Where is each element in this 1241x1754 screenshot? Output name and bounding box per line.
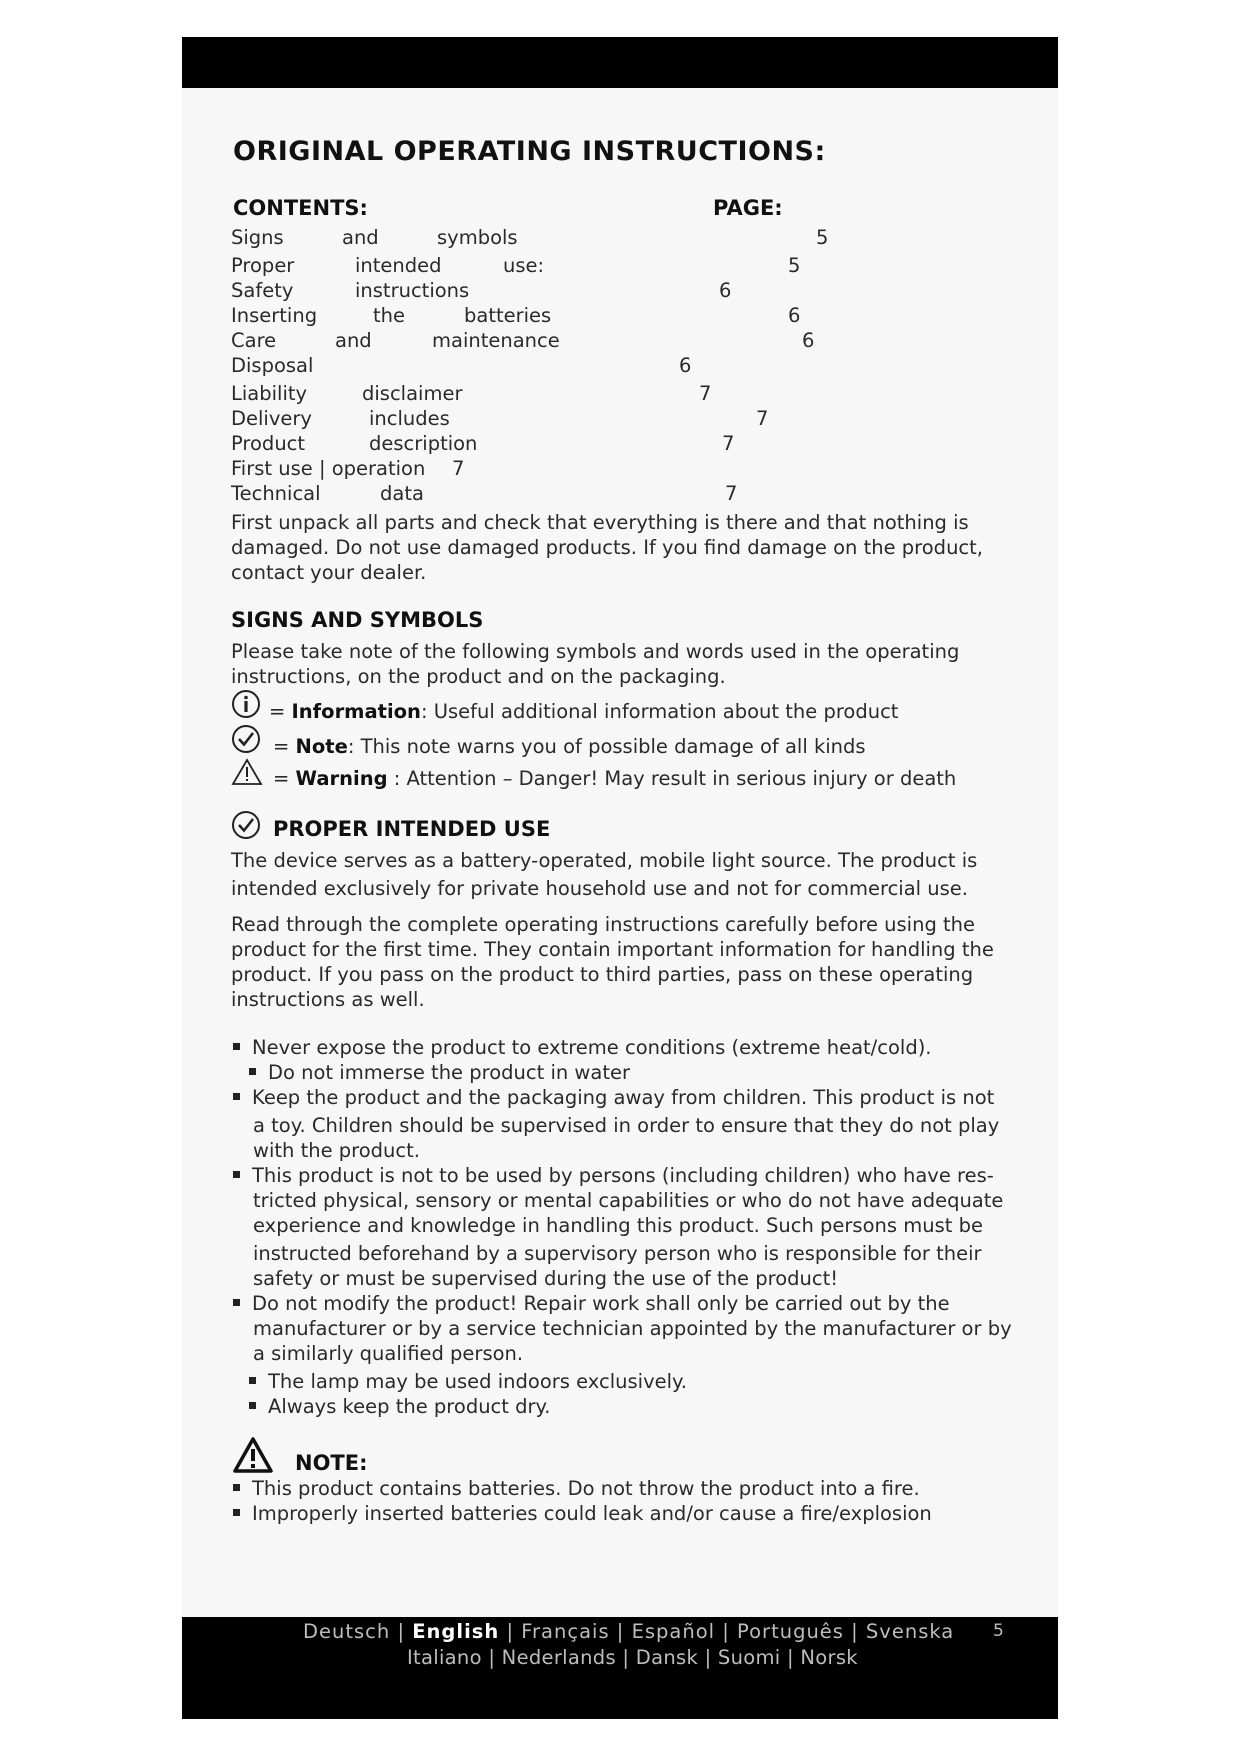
info-icon bbox=[231, 689, 261, 719]
symbol-term: Information bbox=[291, 700, 421, 723]
language-links[interactable]: | Français | Español | Português | Svenska bbox=[499, 1620, 955, 1643]
symbol-prefix: = bbox=[273, 735, 296, 758]
proper-use-line: intended exclusively for private household use and not for commercial use. bbox=[231, 877, 968, 900]
symbol-sep: : bbox=[347, 735, 361, 758]
toc-row-page: 7 bbox=[725, 482, 738, 505]
toc-row-word: instructions bbox=[355, 279, 470, 302]
check-circle-icon bbox=[231, 810, 261, 840]
list-item-continuation: experience and knowledge in handling this product. Such persons must be bbox=[253, 1214, 983, 1237]
toc-row-page: 5 bbox=[788, 254, 801, 277]
symbol-prefix: = bbox=[269, 700, 292, 723]
toc-row-word: symbols bbox=[437, 226, 518, 249]
toc-row-word: Signs bbox=[231, 226, 284, 249]
intro-line: contact your dealer. bbox=[231, 561, 427, 584]
proper-use-heading: PROPER INTENDED USE bbox=[273, 817, 551, 841]
toc-row-word: Inserting bbox=[231, 304, 318, 327]
toc-row-word: Technical bbox=[231, 482, 321, 505]
bullet-marker bbox=[249, 1068, 256, 1075]
signs-heading: SIGNS AND SYMBOLS bbox=[231, 608, 484, 632]
proper-use-line: Read through the complete operating instructions carefully before using the bbox=[231, 913, 976, 936]
symbol-sep: : bbox=[387, 767, 407, 790]
page-number: 5 bbox=[993, 1621, 1004, 1641]
toc-row-word: batteries bbox=[464, 304, 552, 327]
toc-row-word: Product bbox=[231, 432, 306, 455]
bullet-marker bbox=[233, 1509, 240, 1516]
toc-row-word: Delivery bbox=[231, 407, 312, 430]
bullet-marker bbox=[233, 1093, 240, 1100]
warning-triangle-icon bbox=[231, 758, 263, 786]
list-item: This product is not to be used by persons (including children) who have res- bbox=[233, 1164, 994, 1187]
symbol-desc: This note warns you of possible damage of all kinds bbox=[360, 735, 866, 758]
bullet-marker bbox=[233, 1043, 240, 1050]
symbol-warning-row bbox=[273, 767, 956, 790]
language-selector-line1[interactable] bbox=[303, 1620, 954, 1643]
toc-row-word: description bbox=[369, 432, 478, 455]
list-item-continuation: a similarly qualified person. bbox=[253, 1342, 524, 1365]
intro-line: First unpack all parts and check that everything is there and that nothing is bbox=[231, 511, 969, 534]
bullet-marker bbox=[233, 1484, 240, 1491]
proper-use-line: product for the first time. They contain important information for handling the bbox=[231, 938, 994, 961]
list-item: Improperly inserted batteries could leak and/or cause a fire/explosion bbox=[233, 1502, 932, 1525]
proper-use-line: product. If you pass on the product to third parties, pass on these operating bbox=[231, 963, 974, 986]
warning-triangle-icon bbox=[232, 1436, 274, 1474]
toc-row-page: 7 bbox=[756, 407, 769, 430]
list-item-continuation: with the product. bbox=[253, 1139, 420, 1162]
symbol-info-row bbox=[269, 700, 898, 723]
page-title: ORIGINAL OPERATING INSTRUCTIONS: bbox=[233, 136, 826, 167]
language-selector-line2[interactable]: Italiano | Nederlands | Dansk | Suomi | Norsk bbox=[407, 1646, 858, 1669]
toc-row-page: 7 bbox=[699, 382, 712, 405]
toc-row-word: intended bbox=[355, 254, 442, 277]
list-item-continuation: tricted physical, sensory or mental capabilities or who do not have adequate bbox=[253, 1189, 1004, 1212]
toc-row-word: Disposal bbox=[231, 354, 314, 377]
list-item-continuation: instructed beforehand by a supervisory person who is responsible for their bbox=[253, 1242, 982, 1265]
list-item: Keep the product and the packaging away from children. This product is not bbox=[233, 1086, 994, 1109]
toc-row-page: 7 bbox=[452, 457, 465, 480]
list-item-continuation: manufacturer or by a service technician appointed by the manufacturer or by bbox=[253, 1317, 1012, 1340]
toc-row-word: data bbox=[380, 482, 424, 505]
toc-row-word: and bbox=[335, 329, 372, 352]
toc-row-page: 6 bbox=[679, 354, 692, 377]
toc-row-word: First use | operation bbox=[231, 457, 426, 480]
bullet-marker bbox=[233, 1171, 240, 1178]
list-item: Do not immerse the product in water bbox=[249, 1061, 630, 1084]
header-bar bbox=[182, 37, 1058, 88]
symbol-term: Note bbox=[295, 735, 348, 758]
symbol-desc: Useful additional information about the product bbox=[433, 700, 899, 723]
toc-row-word: disclaimer bbox=[362, 382, 463, 405]
proper-use-line: instructions as well. bbox=[231, 988, 425, 1011]
list-item-continuation: safety or must be supervised during the use of the product! bbox=[253, 1267, 839, 1290]
list-item: This product contains batteries. Do not throw the product into a fire. bbox=[233, 1477, 920, 1500]
list-item: Always keep the product dry. bbox=[249, 1395, 550, 1418]
check-circle-icon bbox=[231, 724, 261, 754]
toc-row-word: Proper bbox=[231, 254, 295, 277]
bullet-marker bbox=[249, 1377, 256, 1384]
bullet-marker bbox=[249, 1402, 256, 1409]
toc-row-page: 5 bbox=[816, 226, 829, 249]
list-item: Do not modify the product! Repair work shall only be carried out by the bbox=[233, 1292, 950, 1315]
list-item: Never expose the product to extreme conditions (extreme heat/cold). bbox=[233, 1036, 932, 1059]
toc-row-word: and bbox=[342, 226, 379, 249]
toc-row-word: the bbox=[373, 304, 406, 327]
note-heading: NOTE: bbox=[295, 1451, 368, 1475]
symbol-sep: : bbox=[420, 700, 434, 723]
language-links[interactable]: Deutsch | bbox=[303, 1620, 413, 1643]
signs-text-line: instructions, on the product and on the packaging. bbox=[231, 665, 726, 688]
toc-row-page: 7 bbox=[722, 432, 735, 455]
language-active[interactable]: English bbox=[412, 1620, 500, 1643]
toc-page-label: PAGE: bbox=[713, 196, 783, 220]
toc-row-word: Care bbox=[231, 329, 277, 352]
symbol-term: Warning bbox=[295, 767, 388, 790]
intro-line: damaged. Do not use damaged products. If you find damage on the product, bbox=[231, 536, 983, 559]
list-item-continuation: a toy. Children should be supervised in order to ensure that they do not play bbox=[253, 1114, 1000, 1137]
toc-row-page: 6 bbox=[719, 279, 732, 302]
toc-contents-label: CONTENTS: bbox=[233, 196, 368, 220]
toc-row-page: 6 bbox=[788, 304, 801, 327]
toc-row-page: 6 bbox=[802, 329, 815, 352]
toc-row-word: maintenance bbox=[432, 329, 560, 352]
symbol-prefix: = bbox=[273, 767, 296, 790]
symbol-note-row bbox=[273, 735, 866, 758]
proper-use-line: The device serves as a battery-operated, mobile light source. The product is bbox=[231, 849, 978, 872]
toc-row-word: includes bbox=[369, 407, 450, 430]
symbol-desc: Attention – Danger! May result in serious injury or death bbox=[406, 767, 957, 790]
toc-row-word: use: bbox=[503, 254, 545, 277]
toc-row-word: Liability bbox=[231, 382, 308, 405]
signs-text-line: Please take note of the following symbols and words used in the operating bbox=[231, 640, 960, 663]
list-item: The lamp may be used indoors exclusively. bbox=[249, 1370, 687, 1393]
toc-row-word: Safety bbox=[231, 279, 294, 302]
bullet-marker bbox=[233, 1299, 240, 1306]
